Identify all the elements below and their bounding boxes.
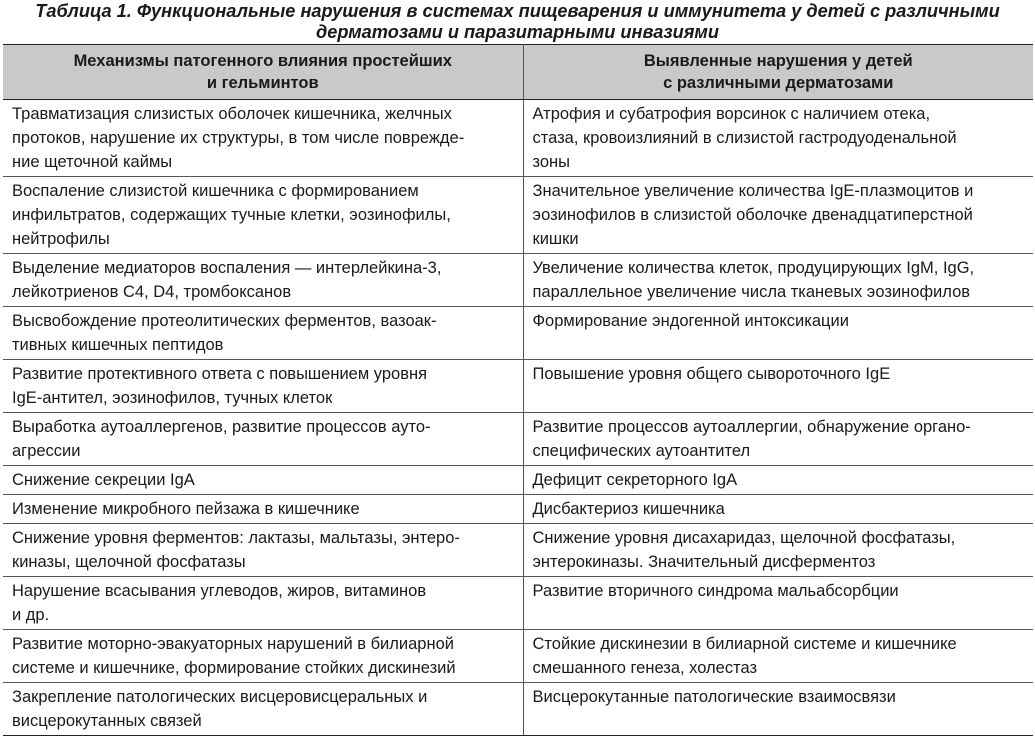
disorder-cell bbox=[523, 360, 1033, 413]
table-header-row bbox=[3, 45, 1033, 100]
table-caption-line-2: дерматозами и паразитарными инвазиями bbox=[315, 22, 719, 42]
mechanism-cell bbox=[3, 254, 523, 307]
table-row bbox=[3, 683, 1033, 736]
mechanism-text: Воспаление слизистой кишечника с формированием инфильтратов, содержащих тучные клетки, эозинофилы, нейтрофилы bbox=[12, 182, 451, 248]
table-row bbox=[3, 177, 1033, 254]
table-row bbox=[3, 100, 1033, 177]
header-cell-disorders bbox=[523, 45, 1033, 100]
mechanism-text: Изменение микробного пейзажа в кишечнике bbox=[12, 500, 360, 518]
disorder-cell bbox=[523, 630, 1033, 683]
table-row bbox=[3, 630, 1033, 683]
disorder-text: Дисбактериоз кишечника bbox=[532, 500, 725, 518]
mechanism-cell bbox=[3, 495, 523, 524]
table-row bbox=[3, 577, 1033, 630]
disorder-text: Увеличение количества клеток, продуцирующих IgM, IgG, параллельное увеличение числа тканевых эозинофилов bbox=[532, 259, 975, 301]
disorder-cell bbox=[523, 307, 1033, 360]
header-disorders-text: Выявленные нарушения у детей с различными дерматозами bbox=[643, 52, 913, 92]
mechanism-text: Развитие моторно-эвакуаторных нарушений в билиарной системе и кишечнике, формирование стойких дискинезий bbox=[12, 635, 456, 677]
disorder-cell bbox=[523, 100, 1033, 177]
mechanism-text: Травматизация слизистых оболочек кишечника, желчных протоков, нарушение их структуры, в том числе поврежде- ние щеточной каймы bbox=[12, 105, 465, 171]
table-row bbox=[3, 466, 1033, 495]
table-row bbox=[3, 307, 1033, 360]
mechanism-cell bbox=[3, 307, 523, 360]
mechanism-cell bbox=[3, 177, 523, 254]
mechanism-cell bbox=[3, 413, 523, 466]
disorder-cell bbox=[523, 683, 1033, 736]
mechanism-text: Выработка аутоаллергенов, развитие процессов ауто- агрессии bbox=[12, 418, 431, 460]
mechanism-text: Высвобождение протеолитических ферментов, вазоак- тивных кишечных пептидов bbox=[12, 312, 437, 354]
mechanism-cell bbox=[3, 683, 523, 736]
mechanism-text: Нарушение всасывания углеводов, жиров, витаминов и др. bbox=[12, 582, 427, 624]
disorder-cell bbox=[523, 524, 1033, 577]
mechanism-text: Снижение секреции IgA bbox=[12, 471, 195, 489]
disorder-text: Формирование эндогенной интоксикации bbox=[532, 312, 849, 330]
mechanism-text: Закрепление патологических висцеровисцеральных и висцерокутанных связей bbox=[12, 688, 428, 730]
table-caption-line-1: Таблица 1. Функциональные нарушения в системах пищеварения и иммунитета у детей с различными bbox=[35, 1, 1000, 21]
disorder-cell bbox=[523, 413, 1033, 466]
disorder-text: Развитие вторичного синдрома мальабсорбции bbox=[532, 582, 899, 600]
mechanism-cell bbox=[3, 360, 523, 413]
table-row bbox=[3, 524, 1033, 577]
findings-table bbox=[3, 44, 1033, 736]
table-row bbox=[3, 413, 1033, 466]
header-mechanisms-text: Механизмы патогенного влияния простейших и гельминтов bbox=[73, 52, 452, 92]
disorder-text: Значительное увеличение количества IgE-плазмоцитов и эозинофилов в слизистой оболочке двенадцатиперстной кишки bbox=[532, 182, 974, 248]
disorder-text: Дефицит секреторного IgA bbox=[532, 471, 738, 489]
mechanism-text: Развитие протективного ответа с повышением уровня IgE-антител, эозинофилов, тучных клеток bbox=[12, 365, 428, 407]
mechanism-cell bbox=[3, 466, 523, 495]
mechanism-cell bbox=[3, 524, 523, 577]
disorder-text: Висцерокутанные патологические взаимосвязи bbox=[532, 688, 896, 706]
disorder-cell bbox=[523, 466, 1033, 495]
disorder-text: Развитие процессов аутоаллергии, обнаружение органо- специфических аутоантител bbox=[532, 418, 971, 460]
mechanism-cell bbox=[3, 630, 523, 683]
table-row bbox=[3, 495, 1033, 524]
disorder-text: Снижение уровня дисахаридаз, щелочной фосфатазы, энтерокиназы. Значительный дисферментоз bbox=[532, 529, 956, 571]
disorder-cell bbox=[523, 495, 1033, 524]
mechanism-cell bbox=[3, 577, 523, 630]
disorder-cell bbox=[523, 177, 1033, 254]
disorder-text: Повышение уровня общего сывороточного IgE bbox=[532, 365, 891, 383]
mechanism-text: Снижение уровня ферментов: лактазы, мальтазы, энтеро- киназы, щелочной фосфатазы bbox=[12, 529, 460, 571]
disorder-cell bbox=[523, 577, 1033, 630]
mechanism-cell bbox=[3, 100, 523, 177]
disorder-cell bbox=[523, 254, 1033, 307]
table-row bbox=[3, 360, 1033, 413]
mechanism-text: Выделение медиаторов воспаления — интерлейкина-3, лейкотриенов C4, D4, тромбоксанов bbox=[12, 259, 442, 301]
table-row bbox=[3, 254, 1033, 307]
table-caption bbox=[3, 0, 1032, 44]
disorder-text: Атрофия и субатрофия ворсинок с наличием отека, стаза, кровоизлияний в слизистой гастродуоденальной зоны bbox=[532, 105, 957, 171]
header-cell-mechanisms bbox=[3, 45, 523, 100]
disorder-text: Стойкие дискинезии в билиарной системе и кишечнике смешанного генеза, холестаз bbox=[532, 635, 957, 677]
